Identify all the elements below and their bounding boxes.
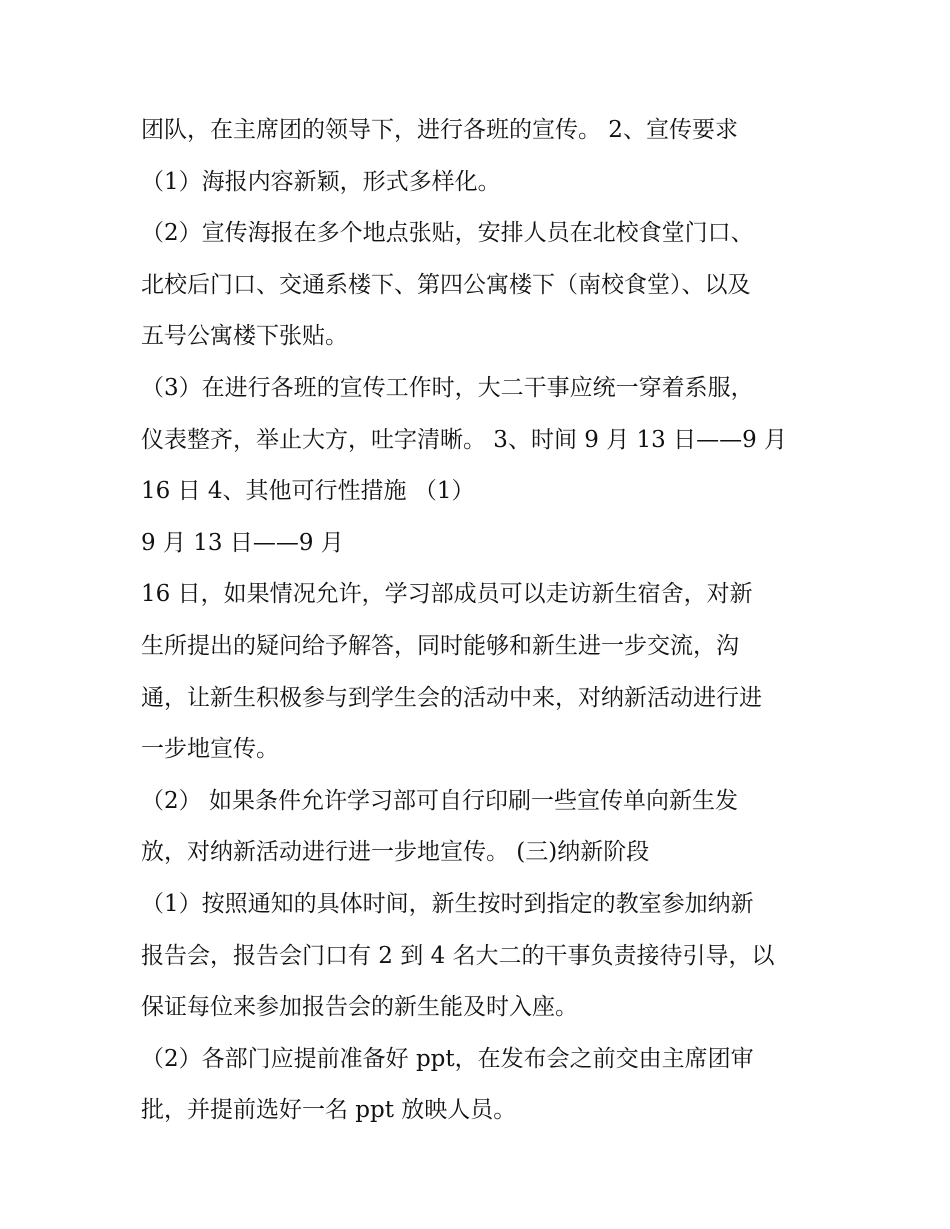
text-line: 16 日，如果情况允许，学习部成员可以走访新生宿舍，对新 — [141, 581, 753, 608]
text-line: 生所提出的疑问给予解答，同时能够和新生进一步交流，沟 — [141, 632, 739, 659]
text-line: 9 月 13 日——9 月 — [141, 529, 344, 556]
document-body — [141, 110, 831, 1142]
text-line: （2）宣传海报在多个地点张贴，安排人员在北校食堂门口、 — [141, 220, 754, 247]
text-line: （1）按照通知的具体时间，新生按时到指定的教室参加纳新 — [141, 890, 754, 917]
text-line: 报告会，报告会门口有 2 到 4 名大二的干事负责接待引导，以 — [141, 942, 775, 969]
text-line: 保证每位来参加报告会的新生能及时入座。 — [141, 994, 578, 1021]
text-line: （2） 如果条件允许学习部可自行印刷一些宣传单向新生发 — [141, 787, 738, 814]
text-line: 仪表整齐，举止大方，吐字清晰。 3、时间 9 月 13 日——9 月 — [141, 426, 788, 453]
text-line: 五号公寓楼下张贴。 — [141, 323, 348, 350]
text-line: 16 日 4、其他可行性措施 （1） — [141, 478, 475, 505]
text-line: 团队，在主席团的领导下，进行各班的宣传。 2、宣传要求 — [141, 117, 738, 143]
text-line: 北校后门口、交通系楼下、第四公寓楼下（南校食堂）、以及 — [141, 271, 751, 298]
text-line: 一步地宣传。 — [141, 736, 279, 763]
text-line: （1）海报内容新颖，形式多样化。 — [141, 168, 501, 195]
text-line: （3）在进行各班的宣传工作时，大二干事应统一穿着系服， — [141, 374, 754, 401]
text-line: 批，并提前选好一名 ppt 放映人员。 — [141, 1097, 517, 1124]
text-line: （2）各部门应提前准备好 ppt，在发布会之前交由主席团审 — [141, 1045, 754, 1072]
text-line: 通，让新生积极参与到学生会的活动中来，对纳新活动进行进 — [141, 684, 762, 711]
text-line: 放，对纳新活动进行进一步地宣传。 (三)纳新阶段 — [141, 839, 650, 866]
